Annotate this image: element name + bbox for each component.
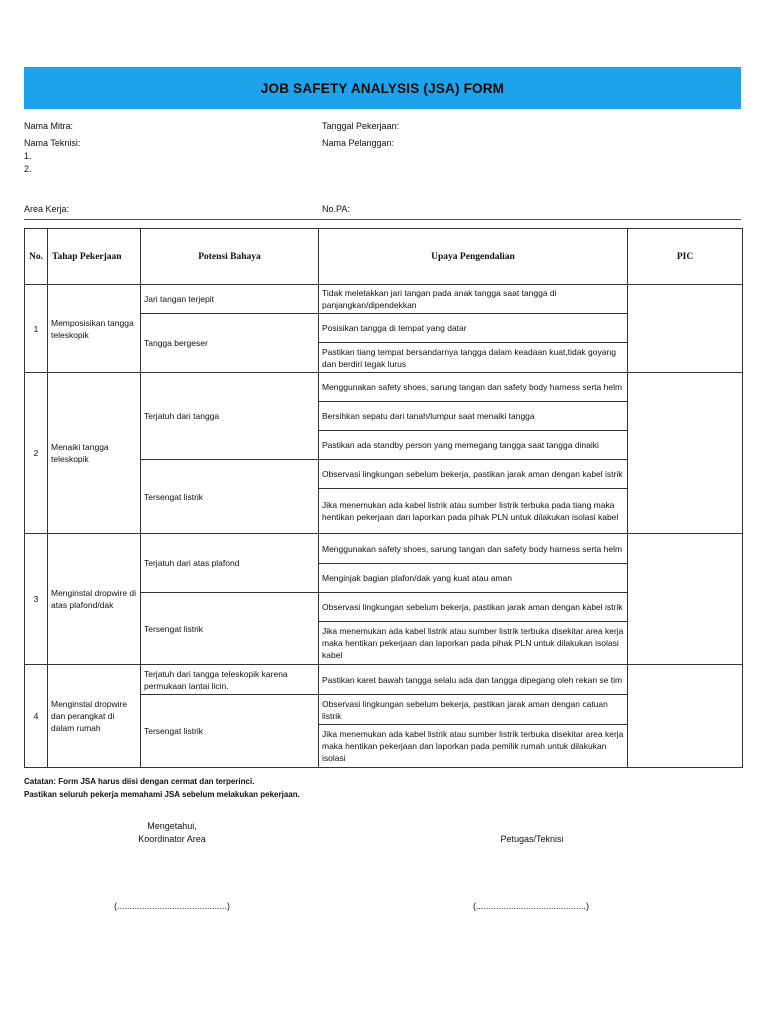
tahap-cell: Menaiki tangga teleskopik <box>48 373 141 534</box>
table-row <box>25 285 743 314</box>
pic-cell[interactable] <box>628 665 743 768</box>
tahap-cell: Menginstal dropwire di atas plafond/dak <box>48 534 141 665</box>
teknisi-2: 2. <box>24 164 32 174</box>
potensi-cell: Jari tangan terjepit <box>141 285 319 314</box>
upaya-cell: Menginjak bagian plafon/dak yang kuat atau aman <box>319 564 628 593</box>
koordinator-area-label: Koordinator Area <box>138 834 206 844</box>
potensi-cell: Terjatuh dari tangga teleskopik karena permukaan lantai licin. <box>141 665 319 695</box>
potensi-cell: Terjatuh dari tangga <box>141 373 319 460</box>
col-header-potensi: Potensi Bahaya <box>141 229 319 285</box>
header-divider <box>24 219 741 220</box>
note-line-1: Catatan: Form JSA harus diisi dengan cermat dan terperinci. <box>24 777 255 786</box>
nama-teknisi-label: Nama Teknisi: <box>24 138 81 148</box>
teknisi-1: 1. <box>24 151 32 161</box>
signature-line-left[interactable]: (............................................) <box>113 901 230 911</box>
area-kerja-label: Area Kerja: <box>24 204 70 214</box>
table-header-row <box>25 229 743 285</box>
row-number: 2 <box>25 373 48 534</box>
upaya-cell: Observasi lingkungan sebelum bekerja, pastikan jarak aman dengan catuan listrik <box>319 695 628 725</box>
potensi-cell: Terjatuh dari atas plafond <box>141 534 319 593</box>
upaya-cell: Jika menemukan ada kabel listrik atau sumber listrik terbuka disekitar area kerja maka hentikan pekerjaan dan laporkan pada pihak PLN untuk dilakukan isolasi kabel <box>319 622 628 665</box>
mengetahui-label: Mengetahui, <box>147 821 197 831</box>
upaya-cell: Menggunakan safety shoes, sarung tangan dan safety body harness serta helm <box>319 373 628 402</box>
petugas-teknisi-label: Petugas/Teknisi <box>500 834 564 844</box>
upaya-cell: Pastikan ada standby person yang memegang tangga saat tangga dinaiki <box>319 431 628 460</box>
upaya-cell: Pastikan tiang tempat bersandarnya tangga dalam keadaan kuat,tidak goyang dan berdiri tegak lurus <box>319 343 628 373</box>
upaya-cell: Pastikan karet bawah tangga selalu ada dan tangga dipegang oleh rekan se tim <box>319 665 628 695</box>
table-row <box>25 534 743 564</box>
upaya-cell: Tidak meletakkan jari tangan pada anak tangga saat tangga di panjangkan/dipendekkan <box>319 285 628 314</box>
tahap-cell: Memposisikan tangga teleskopik <box>48 285 141 373</box>
col-header-pic: PIC <box>628 229 743 285</box>
row-number: 3 <box>25 534 48 665</box>
table-row <box>25 665 743 695</box>
col-header-upaya: Upaya Pengendalian <box>319 229 628 285</box>
signature-line-right[interactable]: (............................................) <box>472 901 589 911</box>
pic-cell[interactable] <box>628 285 743 373</box>
row-number: 4 <box>25 665 48 768</box>
nama-pelanggan-label: Nama Pelanggan: <box>322 138 395 148</box>
upaya-cell: Menggunakan safety shoes, sarung tangan dan safety body harness serta helm <box>319 534 628 564</box>
upaya-cell: Posisikan tangga di tempat yang datar <box>319 314 628 343</box>
form-title: JOB SAFETY ANALYSIS (JSA) FORM <box>260 80 505 96</box>
upaya-cell: Observasi lingkungan sebelum bekerja, pastikan jarak aman dengan kabel istrik <box>319 593 628 622</box>
tanggal-pekerjaan-label: Tanggal Pekerjaan: <box>322 121 400 131</box>
pic-cell[interactable] <box>628 373 743 534</box>
potensi-cell: Tersengat listrik <box>141 593 319 665</box>
pic-cell[interactable] <box>628 534 743 665</box>
upaya-cell: Observasi lingkungan sebelum bekerja, pastikan jarak aman dengan kabel istrik <box>319 460 628 489</box>
jsa-table <box>24 228 743 768</box>
upaya-cell: Bersihkan sepatu dari tanah/lumpur saat menaiki tangga <box>319 402 628 431</box>
tahap-cell: Menginstal dropwire dan perangkat di dalam rumah <box>48 665 141 768</box>
nama-mitra-label: Nama Mitra: <box>24 121 74 131</box>
potensi-cell: Tersengat listrik <box>141 460 319 534</box>
table-row <box>25 373 743 402</box>
upaya-cell: Jika menemukan ada kabel listrik atau sumber listrik terbuka disekitar area kerja maka hentikan pekerjaan dan laporkan pada pemilik rumah untuk dilakukan isolasi <box>319 725 628 768</box>
col-header-tahap: Tahap Pekerjaan <box>48 229 141 285</box>
potensi-cell: Tersengat listrik <box>141 695 319 768</box>
no-pa-label: No.PA: <box>322 204 350 214</box>
form-title-banner <box>24 67 741 109</box>
row-number: 1 <box>25 285 48 373</box>
col-header-no: No. <box>25 229 48 285</box>
upaya-cell: Jika menemukan ada kabel listrik atau sumber listrik terbuka pada tiang maka hentikan pekerjaan dan laporkan pada pihak PLN untuk dilakukan isolasi kabel <box>319 489 628 534</box>
potensi-cell: Tangga bergeser <box>141 314 319 373</box>
note-line-2: Pastikan seluruh pekerja memahami JSA sebelum melakukan pekerjaan. <box>24 790 300 799</box>
